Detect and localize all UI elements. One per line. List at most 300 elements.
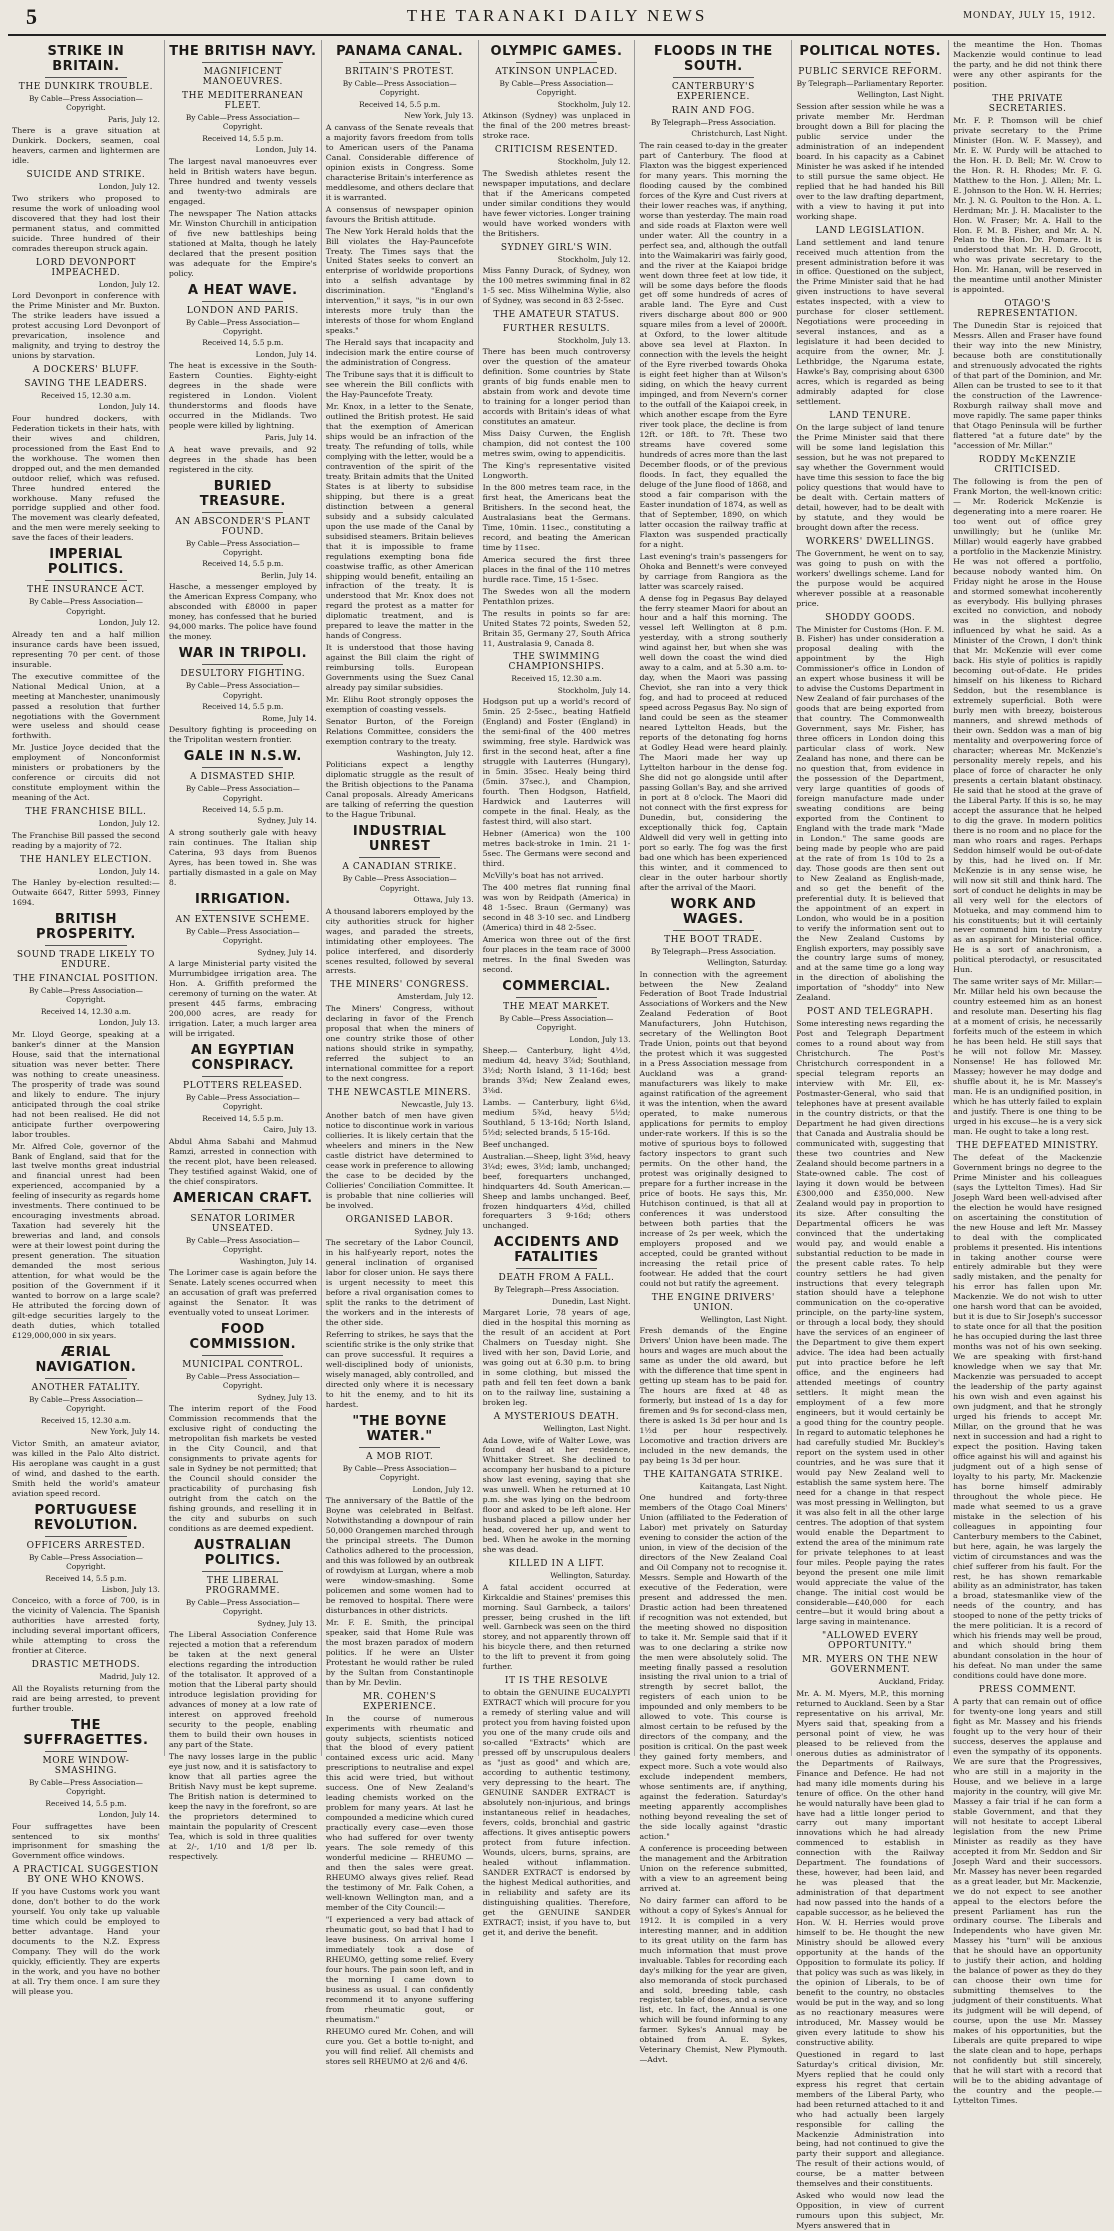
dateline-text: London, July 14.: [98, 866, 160, 876]
article-paragraph: McVilly's boat has not arrived.: [482, 870, 604, 880]
article-subheading: PUBLIC SERVICE REFORM.: [798, 67, 943, 77]
article-paragraph: The Swedes won all the modern Pentathlon prizes.: [482, 586, 631, 606]
article-paragraph: Australian.—Sheep, light 3⅝d, heavy 3¼d; ewes, 3½d; lamb, unchanged; beef, forequarters unchanged, hindquarters 4d. South American.—Sheep and lambs unchanged. Beef, frozen hindquarters 4½d, chilled forequarters 3 9-16d; others unchanged.: [482, 1151, 631, 1231]
dateline-text: Rome, July 14.: [262, 713, 317, 723]
headline-rule: [359, 62, 440, 63]
article-subheading: SAVING THE LEADERS.: [24, 378, 148, 389]
headline-rule: [516, 62, 597, 63]
article-paragraph: Mr. Alfred Cole, governor of the Bank of England, said that for the last twelve months great industrial and financial unrest had been experienced, accompanied by a feeling of insecurity as regards home investments. There continued to be encouraging investments abroad. Taxation had severely hit the brewerias and land, and consols were at their lowest point during the present generation. The situation demanded the most serious attention, for what would be the position of the Government if it wanted to borrow on a large scale? He attributed the forcing down of gilt-edge securities largely to the death duties, which totalled £129,000,000 in six years.: [12, 1141, 160, 1340]
article-paragraph: Land settlement and land tenure received much attention from the present administration before it was in office. Questioned on the subject, the Prime Minister said that he had given instructions to have several estates inspected, with a view to purchase for closer settlement. Negotiations were proceeding in several instances, and as a legislature it had been decided to acquire from the owner, Mr. J. Lethbridge, the Ngaruma estate, Hawke's Bay, comprising about 6300 acres, which is regarded as being admirably adapted for close settlement.: [796, 237, 945, 407]
headline-rule: [45, 1536, 126, 1537]
headline-rule: [45, 77, 126, 78]
dateline-text: London, July 13.: [569, 1034, 631, 1044]
article-paragraph: The Lorimer case is again before the Senate. Lately scenes occurred when an accusation of graft was preferred against the Senator. It was eventually voted to unseat Lorimer.: [168, 1268, 317, 1317]
article-subheading: LAND TENURE.: [829, 411, 912, 422]
article-headline: AN EGYPTIAN CONSPIRACY.: [190, 1042, 295, 1073]
article-headline: ÆRIAL NAVIGATION.: [35, 1344, 137, 1375]
dateline-text: Stockholm, July 13.: [557, 335, 631, 345]
article-subheading: A DOCKERS' BLUFF.: [32, 364, 140, 375]
headline-rule: [202, 1355, 283, 1356]
article-paragraph: On the large subject of land tenure the Prime Minister said that there will be some land legislation this session, but he was not prepared to say whether the Government would have time this session to face the big policy questions that would have to be dealt with. Certain matters of detail, however, had to be dealt with by statute, and they would be brought down after the recess.: [796, 423, 945, 532]
article-headline: IRRIGATION.: [195, 891, 291, 907]
article-paragraph: The executive committee of the National Medical Union, at a meeting at Manchester, unanimously passed a resolution that further negotiations with the Government were useless and should cease forthwith.: [12, 671, 160, 741]
article-paragraph: Atkinson (Sydney) was unplaced in the final of the 200 metres breast-stroke race.: [482, 111, 631, 141]
dateline-text: Ottawa, July 13.: [413, 895, 474, 905]
cable-credit: By Telegraph—Press Association.: [650, 946, 776, 956]
article-paragraph: The Miners' Congress, without declaring in favor of the French proposal that when the miners of one country strike those of other nations should strike in sympathy, referred the subject to an international committee for a report to the next congress.: [325, 1003, 474, 1083]
column-3: [322, 40, 479, 2066]
article-paragraph: A fatal accident occurred at Kirkcaldie and Staines' premises this morning. Saul Garnbeck, a tailors' presser, being crushed in the lift well. Garnbeck was seen on the third storey, and not apparently thrown off his bicycle there, and then returned to the lift to prevent it from going further.: [482, 1582, 631, 1672]
article-paragraph: The navy losses large in the public eye just now, and it is satisfactory to know that all parties agree the British Navy must be kept supreme. The British nation is determined to keep the navy in the forefront, so are the proprietors determined to maintain the popularity of Crescent Tea, which is sold in three qualities at 2/-, 1/10 and 1/8 per lb. respectively.: [168, 1751, 317, 1861]
cable-credit: Received 14, 5.5 p.m.: [202, 559, 284, 569]
article-headline: WAR IN TRIPOLI.: [178, 646, 308, 662]
headline-rule: [202, 62, 283, 63]
article-paragraph: In connection with the agreement between the New Zealand Federation of Boot Trade Industrial Associations of Workers and the New Zealand Federation of Boot Manufacturers, John Hutchison, secretary of the Wellington Boot Trade Union, points out that beyond the protest which it was suggested in a Press Association message from Auckland was a grand-manufacturers was likely to make against ratification of the agreement it was the intention, when the award operated, to make numerous applications for permits to employ under-rate workers. If this is so the motive of spurious boys to followed factory inspectors to grant such permits. On the other hand, the protest was originally designed to prepare for a further increase in the price of boots. He says this, Mr. Hutchison continued, is that all at conferences it was understood between both parties that the increase of 2s per week, which the employers proposed and we accepted, could be granted without increasing the retail price of footwear. He added that the court could not but ratify the agreement.: [639, 969, 788, 1288]
article-paragraph: Politicians expect a lengthy diplomatic struggle as the result of the British objections to the Panama Canal proposals. Already Americans are talking of referring the question to the Hague Tribunal.: [325, 760, 474, 820]
cable-credit: By Cable—Press Association—Copyright.: [28, 1394, 143, 1414]
dateline-text: Sydney, July 14.: [257, 947, 317, 957]
article-paragraph: If you have Customs work you want done, don't bother to do the work yourself. You only take up valuable time which could be employed to better advantage. Hand your documents to the N.Z. Express Company. They will do the work quickly, efficiently. They are experts in the work, and you have no bother at all. Try them once. I am sure they will please you.: [12, 1887, 160, 1997]
article-subheading: MUNICIPAL CONTROL.: [182, 1359, 304, 1370]
article-subheading: THE INSURANCE ACT.: [27, 585, 145, 596]
article-subheading: PLOTTERS RELEASED.: [182, 1080, 303, 1091]
article-subheading: A CANADIAN STRIKE.: [342, 862, 457, 873]
cable-credit: By Cable—Press Association—Copyright.: [185, 1092, 300, 1112]
article-paragraph: Mr. Justice Joyce decided that the employment of Nonconformist ministers or probationers by the conference or circuits did not constitute employment within the meaning of the Act.: [12, 743, 160, 803]
article-subheading: FURTHER RESULTS.: [502, 323, 611, 334]
article-subheading: CANTERBURY'S EXPERIENCE.: [671, 82, 755, 102]
dateline-text: New York, July 14.: [90, 1427, 160, 1437]
article-subheading: AN EXTENSIVE SCHEME.: [175, 914, 310, 925]
article-subheading: LORD DEVONPORT IMPEACHED.: [35, 257, 136, 278]
article-paragraph: Mr. Knox, in a letter to the Senate, outlined the British protest. He said that the exemption of American ships would be an infraction of the treaty. The refunding of tolls, while complying with the letter, would be a contravention of the spirit of the treaty. Britain admits that the United States is at liberty to subsidise shipping, but there is a great distinction between a general subsidy and a subsidy calculated upon the use made of the Canal by subsidised steamers. Britain believes that it is impossible to frame regulations exempting bona fide coastwise traffic, as other American shipping would benefit, entailing an infraction of the treaty. It is understood that Mr. Knox does not regard the protest as a matter for diplomatic treatment, and is prepared to leave the matter in the hands of Congress.: [325, 402, 474, 641]
dateline-text: London, July 12.: [412, 1484, 474, 1494]
article-subheading: MAGNIFICENT MANOEUVRES.: [202, 67, 283, 87]
article-subheading: ORGANISED LABOR.: [345, 1214, 454, 1225]
article-paragraph: The defeat of the Mackenzie Government brings no degree to the Prime Minister and his colleagues (says the Lyttelton Times). Had Sir Joseph Ward been well-advised after the election he would have resigned on ascertaining the constitution of the new House and left Mr. Massey to deal with the complicated problems it presented. His intentions in taking another course were entirely admirable but they were sadly mistaken, and the penalty for his error has fallen upon Mr. Mackenzie. We do not wish to utter one harsh word that can be avoided, but it is due to Sir Joseph's successor to state once for all that the position he has occupied during the last three months was not of his own seeking. We are speaking with first-hand knowledge when we say that Mr. Mackenzie was persuaded to accept the leadership of the party against his own wish and even against his own judgment, and that he strongly urged his friends to accept Mr. Millar, on the ground that he was next in succession and had a right to expect the position. Having taken office against his will and against his judgment out of a high sense of loyalty to his party, Mr. Mackenzie has borne himself admirably throughout the whole piece. He made what seemed to us a grave mistake in the selection of his colleagues in appointing four Canterbury members to the Cabinet, but here, again, he was largely the victim of circumstances and was the chief sufferer from his fault. For the rest, he has shown remarkable ability as an administrator, has taken a broad, statesmanlike view of the needs of the country, and has stooped to none of the petty tricks of the mere politician. It is a record of which his friends may well be proud, and which should bring them abundant consolation in the hour of his defeat. No man under the same conditions could have done more.: [953, 1152, 1103, 1681]
article-headline: PANAMA CANAL.: [336, 44, 464, 59]
article-paragraph: There is a grave situation at Dunkirk. Dockers, seamen, coal heavers, carmen and lightermen are idle.: [12, 126, 160, 166]
article-subheading: ATKINSON UNPLACED.: [495, 67, 618, 77]
article-headline: COMMERCIAL.: [502, 978, 611, 994]
dateline-text: Auckland, Friday.: [878, 1677, 945, 1687]
cable-credit: By Cable—Press Association—Copyright.: [185, 1597, 300, 1617]
article-paragraph: A dense fog in Pegasus Bay delayed the ferry steamer Maori for about an hour and a half this morning. The vessel left Wellington at 8 p.m. yesterday, with a strong southerly wind against her, but when she was well down the coast the wind died away to a calm, and at 5.30 a.m. to-day, when the Maori was passing Cheviot, she ran into a very thick fog, and had to proceed at reduced speed across Pegasus Bay. No sign of land could be seen as the steamer neared Lyttelton Heads, but the reports of the detonating fog horns at Godley Head were heard plainly. The Maori made her way up Lyttelton harbour in the dense fog. She did not go alongside until after passing Gollan's Bay, and she arrived in port at 8 o'clock. The Maori did not connect with the first express for Dunedin, but, considering the exceptionally thick fog, Captain Aldwell did very well in getting into port so early. The fog was the first bad one which has been experienced this winter, and it commenced to clear in the outer harbour shortly after the arrival of the Maori.: [639, 593, 788, 892]
article-subheading: THE KAITANGATA STRIKE.: [643, 1469, 784, 1480]
article-headline: THE BRITISH NAVY.: [169, 44, 317, 59]
dateline-text: London, July 12.: [98, 279, 160, 289]
dateline-text: Wellington, Last Night.: [700, 1314, 788, 1324]
dateline-text: New York, July 13.: [404, 111, 474, 121]
cable-credit: By Cable—Press Association—Copyright.: [342, 874, 457, 893]
article-subheading: "ALLOWED EVERY OPPORTUNITY.": [822, 1631, 919, 1652]
dateline-text: London, July 12.: [98, 618, 160, 628]
cable-credit: Received 15, 12.30 a.m.: [40, 1415, 132, 1425]
dateline-text: Dunedin, Last Night.: [551, 1296, 631, 1306]
article-paragraph: All the Royalists returning from the raid are being arrested, to prevent further trouble.: [12, 1683, 160, 1713]
page-number: 5: [26, 4, 37, 29]
article-subheading: RAIN AND FOG.: [671, 106, 755, 116]
cable-credit: Received 14, 5.5 p.m.: [359, 99, 441, 109]
column-2: [165, 40, 322, 1861]
article-headline: BRITISH PROSPERITY.: [36, 912, 136, 942]
article-subheading: RODDY McKENZIE CRITICISED.: [978, 454, 1077, 475]
article-subheading: THE LIBERAL PROGRAMME.: [205, 1575, 281, 1596]
article-headline: "THE BOYNE WATER.": [352, 1413, 447, 1444]
headline-rule: [45, 1378, 126, 1379]
article-subheading: A MYSTERIOUS DEATH.: [493, 1412, 620, 1423]
dateline-text: London, July 13.: [98, 1018, 160, 1028]
article-headline: STRIKE IN BRITAIN.: [47, 44, 125, 74]
column-6: [792, 40, 949, 2231]
dateline-text: Stockholm, July 14.: [557, 685, 631, 695]
article-subheading: AN ABSCONDER'S PLANT FOUND.: [175, 516, 311, 537]
dateline-text: Sydney, July 14.: [257, 816, 317, 826]
article-subheading: SYDNEY GIRL'S WIN.: [500, 242, 613, 253]
article-subheading: THE BOOT TRADE.: [664, 934, 763, 945]
dateline-text: Washington, July 14.: [239, 1256, 317, 1266]
cable-credit: By Cable—Press Association—Copyright.: [185, 538, 300, 557]
article-paragraph: The Minister for Customs (Hon. F. M. B. Fisher) has under consideration a proposal dealing with the appointment by the High Commissioner's office in London of an expert whose business it will be to advise the Customs Department in New Zealand of fair purchases of the goods that are being exported from that country. The Commonwealth Government, says Mr. Fisher, has three officers in London doing this particular class of work. New Zealand has none, and there can be no question that, from evidence in the possession of the Department, very large quantities of goods of foreign manufacture made under sweating conditions are being exported from the Continent to England with the trade mark "Made in London." The same goods are being made by people who are paid at the rate of from 1s 10d to 2s a day. Those goods are then sent out to New Zealand as English-made, and so get the benefit of the preferential duty. It is believed that the appointment of an expert in London, who would be in a position to verify the information sent out to the New Zealand Customs by English exporters, may possibly save the country large sums of money, and at the same time go a long way in the direction of abolishing the importation of "shoddy" into New Zealand.: [796, 624, 945, 1003]
headline-rule: [359, 857, 440, 858]
article-paragraph: Mr. F. P. Thomson will be chief private secretary to the Prime Minister (Hon. W. F. Massey), and Mr. E. W. Purdy will be attached to the Hon. H. D. Bell; Mr. W. Crow to the Hon. R. H. Rhodes; Mr. F. G. Matthew to the Hon. J. Allen; Mr. L. E. Johnson to the Hon. W. H. Herries; Mr. J. N. G. Poulton to the Hon. A. L. Herdman; Mr. J. H. Macalister to the Hon. W. Fraser; Mr. A. Hall to the Hon. F. M. B. Fisher, and Mr. A. N. Pelan to the Hon. Dr. Pomare. It is understood that Mr. H. D. Grocott, who was private secretary to the Hon. Mr. Hanan, will be reserved in the meantime until another Minister is appointed.: [953, 115, 1103, 295]
cable-credit: Received 14, 5.5 p.m.: [202, 804, 284, 814]
article-paragraph: The Government, he went on to say, was going to push on with the workers' dwellings scheme. Land for the purpose would be acquired wherever possible at a reasonable price.: [796, 548, 945, 608]
cable-credit: Received 14, 5.5 p.m.: [202, 702, 284, 712]
article-paragraph: Hasche, a messenger employed by the American Express Company, who absconded with £8000 in paper money, has confessed that he buried 94,000 marks. The police have found the money.: [168, 582, 317, 642]
article-paragraph: Senator Burton, of the Foreign Relations Committee, considers the exemption contrary to the treaty.: [325, 717, 474, 746]
cable-credit: By Cable—Press Association—Copyright.: [28, 94, 143, 113]
article-subheading: SHODDY GOODS.: [825, 612, 916, 623]
article-subheading: THE MEAT MARKET.: [503, 1001, 610, 1012]
article-paragraph: Mr. Lloyd George, speaking at a banker's dinner at the Mansion House, said that the international situation was never better. There was nothing to create uneasiness. The prosperity of trade was sound and likely to endure. The injury anticipated through the coal strike had not been realised. He did not anticipate further overpowering labor troubles.: [12, 1029, 160, 1139]
cable-credit: By Cable—Press Association—Copyright.: [28, 597, 143, 616]
dateline-text: London, July 14.: [255, 145, 317, 155]
article-headline: WORK AND WAGES.: [670, 896, 757, 927]
article-paragraph: America secured the first three places in the final of the 110 metres hurdle race. Time, 15 1-5sec.: [482, 554, 631, 584]
article-paragraph: Hodgson put up a world's record of 5min. 25 2-5sec., beating Hatfield (England) and Foster (England) in the semi-final of the 400 metres swimming, free style. Hardwick was first in the second heat, after a fine struggle with Lauterres (Hungary), in 5min. 35sec. Healy being third (5min. 37sec.), and Champion, fourth. Then Hodgson, Hatfield, Hardwick and Lauterres will compete in the final. Healy, as the fastest third, will also start.: [482, 697, 631, 827]
article-paragraph: The Hanley by-election resulted:— Outwaite 6647, Ritter 5993, Finney 1694.: [12, 878, 160, 908]
headline-rule: [202, 664, 283, 665]
dateline-text: Kaitangata, Last Night.: [699, 1481, 788, 1491]
article-paragraph: to obtain the GENUINE EUCALYPTI EXTRACT which will procure for you a remedy of sterling value and will protect you from having foisted upon you one of the many crude oils and so-called "Extracts" which are pressed off by unscrupulous dealers as "just as good" and which are, according to authentic testimony, very depressing to the heart. The GENUINE SANDER EXTRACT is absolutely non-injurious, and brings instantaneous relief in headaches, fevers, colds, bronchial and gastric affections. It gives antiseptic powers protect from future infection. Wounds, ulcers, burns, sprains, are healed without inflammation. SANDER EXTRACT is endorsed by the highest Medical authorities, and in reliability and safety are its distinguishing qualities. Therefore, get the GENUINE SANDER EXTRACT; insist, if you have to, but get it, and derive the benefit.: [482, 1688, 631, 1937]
article-paragraph: A canvass of the Senate reveals that a majority favors freedom from tolls to American users of the Panama Canal. Considerable difference of opinion exists in Congress. Some characterise Britain's interference as meddlesome, and others declare that it is warranted.: [325, 122, 474, 202]
cable-credit: Received 14, 5.5 p.m.: [202, 338, 284, 348]
dateline-text: Stockholm, July 12.: [557, 99, 631, 109]
article-subheading: OTAGO'S REPRESENTATION.: [977, 299, 1079, 320]
headline-rule: [673, 77, 754, 78]
headline-rule: [202, 1209, 283, 1210]
article-subheading: WORKERS' DWELLINGS.: [805, 536, 935, 547]
article-headline: INDUSTRIAL UNREST: [352, 824, 447, 855]
cable-credit: By Cable—Press Association—Copyright.: [185, 317, 300, 336]
article-subheading: THE ENGINE DRIVERS' UNION.: [651, 1292, 775, 1313]
article-paragraph: Some interesting news regarding the Post and Telegraph Department comes to a round about way from Christchurch. The Post's Christchurch correspondent in a special telegram reports an interview with Mr. Ell, ex-Postmaster-General, who said that telephones have at present available in the country districts, or that the Department he had given directions that Canada and Australia should be communicated with, suggesting that these two countries and New Zealand should become partners in a State-owned cable. The cost of laying it down would be between £300,000 and £350,000. New Zealand would pay in proportion to its size. After consulting the Departmental officers he was convinced that the undertaking would pay, and would enable a substantial reduction to be made in the present cable rates. To help country settlers he had given instructions that every telegraph station should have a telephone communication on the co-operative principle, on the party-line system, or through a local body, they should have the services of an engineer of the Department to give them expert advice. The idea had been actually put into practice before he left office, and the engineers had attended meetings of country settlers. It might mean the employment of a few more engineers, but it would certainly be a good thing for the country people. In regard to automatic telephones he had carefully studied Mr. Buckley's report on the system used in other countries, and he was sure that it would pay New Zealand well to establish the same system here. The need for a change in that respect was most pressing in Wellington, but it was also felt in all the other large centres. The adoption of that system would enable the Department to extend the area of the minimum rate for private telephones to at least four miles. People paying the rates beyond the present one mile limit would appreciate the value of the change. The initial cost would be considerable—£40,000 for each centre—but it would bring about a large saving in maintenance.: [796, 1019, 945, 1627]
article-paragraph: The results in points so far are: United States 72 points, Sweden 52, Britain 35, Germany 27, South Africa 11, Australasia 9, Canada 8.: [482, 608, 631, 648]
article-paragraph: the meantime the Hon. Thomas Mackenzie would continue to lead the party, and he did not think there were any other aspirants for the position.: [953, 40, 1103, 89]
article-paragraph: Two strikers who proposed to resume the work of unloading wool discovered that they had lost their permanent status, and committed suicide. Three hundred of their comrades thereupon struck again.: [12, 193, 160, 253]
article-paragraph: The interim report of the Food Commission recommends that the exclusive right of conducting the metropolitan fish markets be vested in the City Council, and that consignments to private agents for sale in Sydney be not permitted; that the Council should consider the practicability of purchasing fish outright from the catch on the fishing grounds, and reselling it in the city and suburbs on such conditions as are deemed expedient.: [168, 1404, 317, 1533]
article-paragraph: Questioned in regard to last Saturday's critical division, Mr. Myers replied that he could only express his regret that certain members of the Liberal Party, who had been returned attached to it and who had actually been largely responsible for calling the Mackenzie Administration into being, had not continued to give the party their support and allegiance. The result of their actions would, of course, be a matter between themselves and their constituents.: [796, 2049, 945, 2189]
article-paragraph: Four hundred dockers, with Federation tickets in their hats, with their wives and children, processioned from the East End to the workhouse. The women then dropped out, and the men demanded outdoor relief, which was refused. Three hundred entered the workhouse. Many refused the porridge supplied and other food. The movement was clearly defeated, and the men were merely seeking to save the faces of their leaders.: [12, 413, 160, 543]
article-headline: FOOD COMMISSION.: [189, 1321, 297, 1352]
article-paragraph: Beef unchanged.: [482, 1139, 550, 1149]
article-subheading: SENATOR LORIMER UNSEATED.: [190, 1213, 296, 1234]
article-headline: A HEAT WAVE.: [187, 282, 298, 298]
cable-credit: By Cable—Press Association—Copyright.: [185, 784, 300, 803]
dateline-text: Christchurch, Last Night.: [691, 129, 788, 139]
article-headline: ACCIDENTS AND FATALITIES: [493, 1235, 620, 1266]
headline-rule: [516, 1268, 597, 1269]
cable-credit: By Cable—Press Association—Copyright.: [342, 1463, 457, 1483]
cable-credit: By Cable—Press Association—Copyright.: [185, 1371, 300, 1391]
article-paragraph: Session after session while he was a private member Mr. Herdman brought down a Bill for placing the public service under the administration of an independent board. In his capacity as a Cabinet Minister he was asked if he intended to still pursue the same object. He replied that he had handed his Bill over to the law drafting department, with a view to having it put into working shape.: [796, 101, 945, 221]
article-paragraph: The Swedish athletes resent the newspaper imputations, and declare that if the Americans competed under similar conditions they would have fewer victories. Longer training would have worked wonders with the Britishers.: [482, 168, 631, 238]
dateline-text: Wellington, Last Night.: [543, 1424, 631, 1434]
article-paragraph: Last evening's train's passengers for Ohoka and Bennett's were conveyed by carriage from Rangiora as the latter was scarcely raised.: [639, 551, 788, 591]
article-subheading: THE NEWCASTLE MINERS.: [328, 1087, 472, 1098]
dateline-text: Washington, July 12.: [396, 748, 474, 758]
article-headline: AUSTRALIAN POLITICS.: [193, 1537, 292, 1568]
cable-credit: Received 15, 12.30 a.m.: [40, 390, 132, 400]
dateline-text: London, July 14.: [255, 349, 317, 359]
article-subheading: ANOTHER FATALITY.: [31, 1382, 141, 1393]
dateline-text: Sydney, July 13.: [257, 1618, 317, 1628]
article-paragraph: Hebner (America) won the 100 metres back-stroke in 1min. 21 1-5sec. The Germans were second and third.: [482, 829, 631, 868]
article-paragraph: Abdul Ahma Sabahi and Mahmud Ramzi, arrested in connection with the recent plot, have been released. They testified against Wakid, one of the chief conspirators.: [168, 1136, 317, 1186]
column-container: [8, 40, 1106, 2231]
cable-credit: Received 14, 12.30 a.m.: [40, 1006, 132, 1016]
article-headline: IMPERIAL POLITICS.: [47, 547, 124, 578]
article-subheading: CRITICISM RESENTED.: [494, 145, 619, 156]
article-paragraph: A strong southerly gale with heavy rain continues. The Italian ship Caterina, 93 days from Buenos Ayres, has been towed in. She was partially dismasted in a gale on May 8.: [168, 827, 317, 887]
article-subheading: KILLED IN A LIFT.: [508, 1559, 605, 1570]
article-paragraph: Victor Smith, an amateur aviator, was killed in the Palo Alto district. His aeroplane was caught in a gust of wind, and dashed to the earth. Smith held the world's amateur aviation speed record.: [12, 1438, 160, 1498]
article-paragraph: Mr. F. E. Smith, the principal speaker, said that Home Rule was the most brazen paradox of modern politics. If he were an Ulster Protestant he would rather be ruled by the Sultan from Constantinople than by Mr. Devlin.: [325, 1617, 474, 1687]
cable-credit: By Cable—Press Association—Copyright.: [28, 1777, 143, 1797]
article-paragraph: Margaret Lorie, 78 years of age, died in the hospital this morning as the result of an accident at Port Chalmers on Tuesday night. She lived with her son, David Lorie, and was going out at 6.30 p.m. to bring in some clothing, but missed the path and fell ten feet down a bank on to the railway line, sustaining a broken leg.: [482, 1308, 631, 1408]
column-4: [479, 40, 636, 1937]
headline-rule: [359, 1447, 440, 1448]
dateline-text: London, July 14.: [98, 1810, 160, 1820]
cable-credit: By Cable—Press Association—Copyright.: [342, 79, 457, 98]
article-paragraph: The heat is excessive in the South-Eastern Counties. Eighty-eight degrees in the shade were registered in London. Violent thunderstorms and floods have occurred in the Midlands. Two people were killed by lightning.: [168, 361, 317, 431]
article-subheading: SOUND TRADE LIKELY TO ENDURE.: [16, 950, 155, 970]
article-headline: BURIED TREASURE.: [199, 478, 286, 509]
article-subheading: IT IS THE RESOLVE: [504, 1676, 609, 1687]
article-headline: GALE IN N.S.W.: [183, 749, 302, 765]
headline-rule: [202, 512, 283, 513]
article-paragraph: In the course of numerous experiments with rheumatic and gouty subjects, scientists noticed that the blood of every patient contained excess uric acid. Many prescriptions to neutralise and expel this acid were tried, but without success. One of New Zealand's leading chemists worked on the problem for many years. At last he compounded a medicine which cured practically every case—even those who had suffered for over twenty years. The sole remedy of this wonderful medicine — RHEUMO — and then the sales were great. RHEUMO always gives relief. Read the testimony of Mr. Falk Cohen, a well-known Wellington man, and a member of the City Council:—: [325, 1713, 474, 1912]
article-headline: OLYMPIC GAMES.: [490, 44, 623, 59]
dateline-text: Paris, July 14.: [264, 433, 317, 443]
article-subheading: SUICIDE AND STRIKE.: [26, 170, 146, 181]
article-paragraph: The King's representative visited Longworth.: [482, 461, 631, 480]
cable-credit: By Cable—Press Association—Copyright.: [185, 681, 300, 700]
article-paragraph: Lambs. — Canterbury, light 6⅛d, medium 5¾d, heavy 5½d; Southland, 5 13-16d; North Island, 5½d; selected brands, 5 15-16d.: [482, 1097, 631, 1137]
article-headline: THE SUFFRAGETTES.: [23, 1717, 149, 1748]
dateline-text: Berlin, July 14.: [260, 570, 317, 580]
article-paragraph: No dairy farmer can afford to be without a copy of Sykes's Annual for 1912. It is compiled in a very interesting manner, and in addition to its great utility on the farm has much information that must prove invaluable. Tables for recording each day's milking for the year are given, also memoranda of stock purchased and sold, breeding table, cash register, table of doses, and a service list, etc. In fact, the Annual is one which will be found informing to any farmer. Sykes's Annual may be obtained from A. E. Sykes, Veterinary Chemist, New Plymouth.—Advt.: [639, 1895, 788, 2065]
headline-rule: [202, 1571, 283, 1572]
headline-rule: [45, 1751, 126, 1752]
article-paragraph: America won three out of the first four places in the team race of 3000 metres. In the final Sweden was second.: [482, 934, 631, 974]
article-subheading: THE AMATEUR STATUS.: [493, 309, 620, 320]
article-paragraph: The same writer says of Mr. Millar:— Mr. Millar held his own because the country esteemed him as an honest and resolute man. Deserting his flag at a moment of crisis, he necessarily forfeits much of the esteem in which he has been held. He still says that he will not follow Mr. Massey. Nonsense! He has followed Mr. Massey; however he may dodge and shuffle about it, he is Mr. Massey's man. He is an undignified position, in which he has utterly failed to explain and justify. There is one thing to be urged in his excuse—he is a very sick man. He ought to take a long rest.: [953, 977, 1103, 1136]
cable-credit: By Telegraph—Press Association.: [494, 1285, 619, 1295]
dateline-text: Wellington, Saturday.: [550, 1571, 631, 1581]
article-subheading: THE DUNKIRK TROUBLE.: [18, 82, 154, 92]
article-subheading: A MOB RIOT.: [366, 1451, 434, 1462]
cable-credit: By Telegraph—Parliamentary Reporter.: [796, 79, 944, 88]
article-subheading: THE MINERS' CONGRESS.: [330, 980, 470, 991]
article-paragraph: The secretary of the Labor Council, in his half-yearly report, notes the general inclination of organised labor for closer union. He says there is urgent necessity to meet this before a rival organisation comes to split the ranks to the detriment of the workers and in the interests of the other side.: [325, 1238, 474, 1328]
cable-credit: By Cable—Press Association—Copyright.: [28, 986, 143, 1005]
article-paragraph: It is understood that those having against the Bill claim the right of reimbursing tolls. European Governments using the Suez Canal already pay similar subsidies.: [325, 643, 474, 693]
article-subheading: OFFICERS ARRESTED.: [26, 1540, 146, 1551]
article-paragraph: Miss Daisy Curwen, the English champion, did not contest the 100 metres swim, owing to appendicitis.: [482, 429, 631, 459]
article-paragraph: Mr. A. M. Myers, M.P., this morning returned to Auckland. Seen by a Star representative on his arrival, Mr. Myers said that, speaking from a personal point of view, he was pleased to be relieved from the onerous duties as administrator of the Departments of Railways, Finance and Defence. He had not had many idle moments during his tenure of office. On the other hand he would naturally have been glad to have had a little longer period to carry out many important innovations which he had already commenced to establish in connection with the Railway Department. The foundations of these, however, had been laid, and he was pleased that the administration of that department had now passed into the hands of a capable successor, as he believed the Hon. W. H. Herries would prove himself to be. He thought the new Ministry should be allowed every opportunity at the hands of the Opposition to formulate its policy. If that policy was such as was likely, in the opinion of Liberals, to be of benefit to the country, no obstacles would be put in the way, and so long as no reactionary measures were introduced, Mr. Massey would be given every latitude to show his constructive ability.: [796, 1688, 945, 2047]
headline-rule: [202, 301, 283, 302]
article-headline: POLITICAL NOTES.: [799, 44, 942, 59]
article-subheading: THE MEDITERRANEAN FLEET.: [182, 91, 304, 111]
article-headline: FLOODS IN THE SOUTH.: [653, 44, 773, 74]
article-paragraph: The Franchise Bill passed the second reading by a majority of 72.: [12, 830, 160, 850]
cable-credit: Received 14, 5.5 p.m.: [202, 1113, 284, 1123]
headline-rule: [830, 62, 911, 63]
newspaper-title: THE TARANAKI DAILY NEWS: [406, 6, 708, 25]
article-headline: PORTUGUESE REVOLUTION.: [33, 1502, 139, 1533]
cable-credit: By Cable—Press Association—Copyright.: [499, 79, 614, 98]
article-paragraph: Ada Lowe, wife of Walter Lowe, was found dead at her residence, Whittaker Street. She declined to accompany her husband to a picture show last evening, saying that she was unwell. When he returned at 10 p.m. she was lying on the bedroom floor and asked to be left alone. Her husband placed a pillow under her head, covered her up, and went to bed. When he awoke in the morning she was dead.: [482, 1435, 631, 1555]
cable-credit: Received 15, 12.30 a.m.: [511, 674, 602, 684]
article-paragraph: A consensus of newspaper opinion favours the British attitude.: [325, 204, 474, 224]
article-paragraph: A heat wave prevails, and 92 degrees in the shade has been registered in the city.: [168, 444, 317, 474]
article-subheading: THE FRANCHISE BILL.: [25, 807, 147, 818]
article-paragraph: A conference is proceeding between the management and the Arbitration Union on the reference submitted, with a view to an agreement being arrived at.: [639, 1843, 788, 1893]
article-paragraph: Desultory fighting is proceeding on the Tripolitan western frontier.: [168, 725, 317, 745]
article-paragraph: Lord Devonport in conference with the Prime Minister and Mr. Buxton. The strike leaders have issued a protest accusing Lord Devonport of prevarication, insolence and malignity, and trying to destroy the unions by starvation.: [12, 291, 160, 360]
article-subheading: BRITAIN'S PROTEST.: [345, 67, 455, 77]
cable-credit: Received 14, 5.5 p.m.: [202, 133, 284, 143]
cable-credit: By Cable—Press Association—Copyright.: [28, 1552, 143, 1572]
article-paragraph: RHEUMO cured Mr. Cohen, and will cure you. Get a bottle to-night, and you will find relief. All chemists and stores sell RHEUMO at 2/6 and 4/6.: [325, 2026, 474, 2066]
article-subheading: MR. MYERS ON THE NEW GOVERNMENT.: [802, 1655, 939, 1676]
article-subheading: MR. COHEN'S EXPERIENCE.: [362, 1691, 437, 1712]
article-paragraph: Mr. Elihu Root strongly opposes the exemption of coasting vessels.: [325, 695, 474, 715]
article-subheading: THE FINANCIAL POSITION.: [13, 974, 159, 984]
article-subheading: POST AND TELEGRAPH.: [806, 1007, 934, 1018]
column-5: [635, 40, 792, 2065]
article-paragraph: Referring to strikes, he says that the scientific strike is the only strike that can prove successful. It requires a well-disciplined body of unionists, wisely managed, ably controlled, and directed only where it is necessary to hit the enemy, and to hit its hardest.: [325, 1330, 474, 1409]
article-subheading: THE HANLEY ELECTION.: [19, 854, 152, 865]
article-subheading: THE SWIMMING CHAMPIONSHIPS.: [508, 652, 605, 673]
headline-rule: [202, 910, 283, 911]
headline-rule: [45, 580, 126, 581]
article-paragraph: The Tribune says that it is difficult to see wherein the Bill conflicts with the Hay-Pauncefote Treaty.: [325, 370, 474, 400]
article-paragraph: The anniversary of the Battle of the Boyne was celebrated in Belfast. Notwithstanding a downpour of rain 50,000 Orangemen marched through the principal streets. The Dumon Catholics adhered to the procession, and this was followed by an outbreak of rowdyism at Lurgan, where a mob were window-smashing. Some policemen and some women had to be removed to hospital. There were disturbances in other districts.: [325, 1496, 474, 1615]
article-subheading: LAND LEGISLATION.: [815, 225, 925, 236]
article-paragraph: A thousand laborers employed by the city authorities struck for higher wages, and paraded the streets, intimidating other employees. The police interfered, and disorderly scenes resulted, followed by several arrests.: [325, 906, 474, 976]
masthead: [8, 4, 1106, 36]
article-paragraph: Sheep.— Canterbury, light 4½d, medium 4d, heavy 3⅞d; Southland, 3½d; North Island, 3 11-16d; best brands 3¾d; New Zealand ewes, 3⅛d.: [482, 1045, 631, 1095]
article-paragraph: One hundred and forty-three members of the Otago Coal Miners' Union (affiliated to the Federation of Labor) met privately on Saturday evening to consider the action of the union, in view of the decision of the directors of the New Zealand Coal and Oil Company not to recognise it. Messrs. Semple and Howarth of the executive of the Federation, were present and addressed the men. Drastic action had been threatened if recognition was not extended, but the meeting showed no disposition to take it. Mr. Semple said that if it was to one declaring a strike now the men were absolutely solid. The meeting finally passed a resolution insisting the rival union to a trial of strength by secret ballot, the registers of each union to be impounded and only members to be allowed to vote. This course is almost certain to be refused by the directors of the company, and the position is critical. On the past week they gained forty members, and expect more. Such a vote would also exclude independent members, whose sentiments are, if anything, against the federation. Saturday's meeting apparently accomplishes nothing beyond revealing the set of the side locally against "drastic action.": [639, 1493, 788, 1841]
article-subheading: THE DEFEATED MINISTRY.: [956, 1140, 1099, 1151]
headline-rule: [673, 930, 754, 931]
dateline-text: Newcastle, July 13.: [401, 1099, 474, 1109]
headline-rule: [202, 767, 283, 768]
article-paragraph: Fresh demands of the Engine Drivers' Union have been made. The hours and wages are much about the same as under the old award, but with the difference that time spent in getting up steam has to be paid for. The hours are fixed at 48 as formerly, but instead of 1s a day for firemen and 9s for second-class men, there is asked 1s 3d per hour and 1s 1½d per hour respectively. Locomotive and traction drivers are included in the new demands, the pay being 1s 3d per hour.: [639, 1326, 788, 1465]
article-paragraph: In the 800 metres team race, in the first heat, the Americans beat the Britishers. In the second heat, the Australasians beat the Germans. Time, 10min. 11sec., constituting a record, and beating the American time by 11sec.: [482, 482, 631, 552]
article-paragraph: The rain ceased to-day in the greater part of Canterbury. The flood at Flaxton was the biggest experienced for many years. This morning the flooding caused by the combined forces of the Kyre and Cust rivers at their lower reaches was, if anything, worse than yesterday. The main road and side roads at Flaxton were well under water. All the country in a perfect sea, and, although the outfall into the Waimakariri was fairly good, and the river at the Kaiapoi bridge went down three feet at low tide, it will be some days before the floods get off some hundreds of acres of arable land. The Eyre and Cust rivers discharge about 800 or 900 square miles from a level of 2000ft. at Oxford, to the lower altitude above sea level at Flaxton. In connection with the levels the height of the Eyre riverbed towards Ohoka is eight feet higher than at Wilson's siding, on which the heavy current impinged, and from Nevern's corner to the outfall of the Kaiapoi creek, in which another escape from the Eyre river took place, the decline is from 12ft. or 18ft. to 7ft. These two streams have covered some hundreds of acres more than the last December floods, or of the previous floods. In fact, they equalled the deluge of the June flood of 1868, and stood a fair comparison with the Easter inundation of 1874, as well as that of September, 1890, on which latter occasion the railway traffic at Flaxton was suspended practically for a night.: [639, 140, 788, 549]
dateline-text: Stockholm, July 12.: [557, 157, 631, 167]
cable-credit: By Cable—Press Association—Copyright.: [185, 926, 300, 946]
dateline-text: London, July 12.: [98, 182, 160, 192]
article-subheading: MORE WINDOW-SMASHING.: [42, 1755, 130, 1776]
article-subheading: DESULTORY FIGHTING.: [180, 669, 306, 680]
article-headline: AMERICAN CRAFT.: [173, 1190, 313, 1206]
dateline-text: Lisbon, July 13.: [101, 1585, 160, 1594]
cable-credit: By Cable—Press Association—Copyright.: [499, 1013, 614, 1033]
dateline-text: London, July 14.: [98, 402, 160, 412]
article-paragraph: Already ten and a half million insurance cards have been issued, representing 70 per cent. of those insurable.: [12, 629, 160, 669]
article-paragraph: The New York Herald holds that the Bill violates the Hay-Pauncefote Treaty. The Times says that the United States seeks to convert an enterprise of worldwide proportions into a selfish advantage by discrimination. "England's intervention," it says, "is in our own interests more truly than the interests of those for whom England speaks.": [325, 226, 474, 336]
article-paragraph: Asked who would now lead the Opposition, in view of current rumours upon this subject, Mr. Myers answered that in: [796, 2191, 945, 2231]
column-1: [8, 40, 165, 1997]
dateline-text: Sydney, July 13.: [414, 1226, 474, 1236]
article-paragraph: A large Ministerial party visited the Murrumbidgee irrigation area. The Hon. A. Griffith preformed the ceremony of turning on the water. At present 445 farms, embracing 200,000 acres, are ready for irrigation. Later, a much larger area will be irrigated.: [168, 959, 317, 1038]
cable-credit: Received 14, 5.5 p.m.: [45, 1573, 127, 1583]
dateline-text: Wellington, Last Night.: [857, 90, 945, 100]
article-subheading: A PRACTICAL SUGGESTION BY ONE WHO KNOWS.: [12, 1865, 160, 1886]
article-paragraph: The newspaper The Nation attacks Mr. Winston Churchill in anticipation of five new battleships being stationed at Malta, though he lately declared that the present position was adequate for the Empire's policy.: [168, 208, 317, 278]
article-paragraph: A party that can remain out of office for twenty-one long years and still fight as Mr. Massey and his friends fought up to the very hour of their success, deserves the applause and even the sympathy of its opponents. We are sure that the Progressives, who are still in a majority in the House, and we believe in a large majority in the country, will give Mr. Massey a fair trial if he can form a stable Government, and that they will not hesitate to accept Liberal legislation from the new Prime Minister as readily as they have accepted it from Mr. Seddon and Sir Joseph Ward and their successors. Mr. Massey has never been regarded as a great leader, but Mr. Mackenzie, we do not expect to see another appeal to the electors before the present Parliament has run the ordinary course. The Liberals and Independents who have given Mr. Massey his "turn" will be anxious that he should have an opportunity to justify their action, and holding the balance of power as they do they can choose their own time for submitting themselves to the judgment of their constituents. What its judgment will be will depend, of course, upon the use Mr. Massey makes of his opportunities, but the Liberals are quite prepared to wipe the slate clean and to hope, perhaps not confidently but still sincerely, that he will start with a record that will be to the abiding advantage of the country and the people.—Lyttelton Times.: [953, 1697, 1103, 2105]
dateline-text: Sydney, July 13.: [257, 1392, 317, 1402]
article-paragraph: The following is from the pen of Frank Morton, the well-known critic:— Mr. Roderick McKenzie is degenerating into a mere roarer. He too went out of office grey unwillingly; but he (unlike Mr. Millar) would eagerly have grabbed a portfolio in the Mackenzie Ministry. He was not offered a portfolio, because nobody wanted him. On Friday night he arose in the House and stormed somewhat incoherently as everybody. His bullying phrases excited no conviction, and nobody was in the slightest degree influenced by what he said. As a Minister of the Crown, I don't think that Mr. McKenzie will ever come back. His style of politics is rapidly becoming out-of-date. He prides himself on his likeness to Richard Seddon, but the resemblance is extremely superficial. Both were burly men with breezy, boisterous manners, and shrewd methods of their own. Seddon was a man of big mentality and overpowering force of character; whereas Mr. McKenzie's personality merely repels, and his place of force of character he only presents a certain blatant obstinacy. He said that he stood at the grave of the Liberal Party. If this is so, he may accept the assurance that he helped to dig the grave. In modern politics there is no room and no place for the man who roars and rages. Perhaps Seddon himself would be out-of-date by this, had he lived on. If Mr. McKenzie is in any sense wise, he will now sit still and think hard. The sort of conduct he delights in may be all very well for the electors of Motueka, and may commend him to his constituents; but it will certainly never commend him to the country as an aspirant for Ministerial office. He is a sort of anachronism, a political pterodactyl, or resuscitated Hun.: [953, 476, 1103, 975]
dateline-text: Cairo, July 13.: [263, 1125, 317, 1135]
article-subheading: A DISMASTED SHIP.: [189, 772, 296, 783]
article-paragraph: Miss Fanny Durack, of Sydney, won the 100 metres swimming final in 82 1-5 sec. Miss Wilhelmina Wylie, also of Sydney, was second in 83 2-5sec.: [482, 266, 631, 305]
cable-credit: By Cable—Press Association—Copyright.: [185, 1235, 300, 1255]
cable-credit: By Telegraph—Press Association.: [650, 118, 776, 127]
headline-rule: [516, 997, 597, 998]
cable-credit: Received 14, 5.5 p.m.: [45, 1798, 127, 1808]
headline-rule: [45, 945, 126, 946]
article-subheading: DEATH FROM A FALL.: [498, 1273, 615, 1284]
dateline-text: Wellington, Saturday.: [707, 958, 788, 968]
headline-rule: [202, 1076, 283, 1077]
column-7: [949, 40, 1106, 2105]
article-paragraph: The Liberal Association Conference rejected a motion that a referendum be taken at the next general elections regarding the introduction of the totalisator. It approved of a motion that the Liberal party should introduce legislation providing for advances of money at a low rate of interest on approved freehold security to the people, enabling them to build their own houses in any part of the State.: [168, 1630, 317, 1749]
article-paragraph: The largest naval manoeuvres ever held in British waters have begun. Three hundred and twenty vessels and twenty-two admirals are engaged.: [168, 156, 317, 206]
article-paragraph: There has been much controversy over the question of the amateur definition. Some countries by State grants of big funds enable men to abstain from work and devote time to training for a longer period than accords with Britain's ideas of what constitutes an amateur.: [482, 347, 631, 427]
article-paragraph: The 400 metres flat running final was won by Reidpath (America) in 48 1-5sec. Braun (Germany) was second in 48 3-10 sec. and Lindberg (America) third in 48 2-5sec.: [482, 882, 631, 932]
article-subheading: LONDON AND PARIS.: [186, 305, 299, 316]
article-subheading: DRASTIC METHODS.: [31, 1660, 141, 1671]
article-paragraph: "I experienced a very bad attack of rheumatic gout, so bad that I had to leave business. On arrival home I immediately took a dose of RHEUMO, getting some relief. Every four hours. The pain soon left, and in the morning I came down to business as usual. I can confidently recommend it to anyone suffering from rheumatic gout, or rheumatism.": [325, 1914, 474, 2024]
dateline-text: London, July 12.: [98, 819, 160, 829]
article-paragraph: The Dunedin Star is rejoiced that Messrs. Allen and Fraser have found their way into the new Ministry, because both are constitutionally and strenuously advocated the rights of that part of the Dominion, and Mr. Allen can be trusted to see to it that the construction of the Lawrence-Roxburgh railway shall move and move rapidly. The same paper thinks that Otago Peninsula will be further flattered "at a future date" by the "accession of Mr. Millar.": [953, 321, 1103, 450]
dateline-text: Amsterdam, July 12.: [397, 992, 474, 1002]
cable-credit: By Cable—Press Association—Copyright.: [185, 113, 300, 132]
dateline-text: Madrid, July 12.: [99, 1672, 160, 1682]
article-paragraph: Another batch of men have given notice to discontinue work in various collieries. It is likely certain that the wheelers and miners in the New castle district have determined to cease work in preference to allowing the case to be decided by the Collieries' Conciliation Committee. It is probable that nine collieries will be involved.: [325, 1111, 474, 1210]
article-paragraph: Conceico, with a force of 700, is in the vicinity of Valencia. The Spanish authorities have arrested forty, including several important officers, while attempting to cross the frontier at Citerce.: [12, 1596, 160, 1656]
dateline-text: Stockholm, July 12.: [557, 254, 631, 264]
article-paragraph: The Herald says that incapacity and indecision mark the entire course of the administration of Congress.: [325, 338, 474, 368]
dateline-text: Paris, July 12.: [108, 114, 160, 124]
article-subheading: PRESS COMMENT.: [978, 1685, 1077, 1696]
